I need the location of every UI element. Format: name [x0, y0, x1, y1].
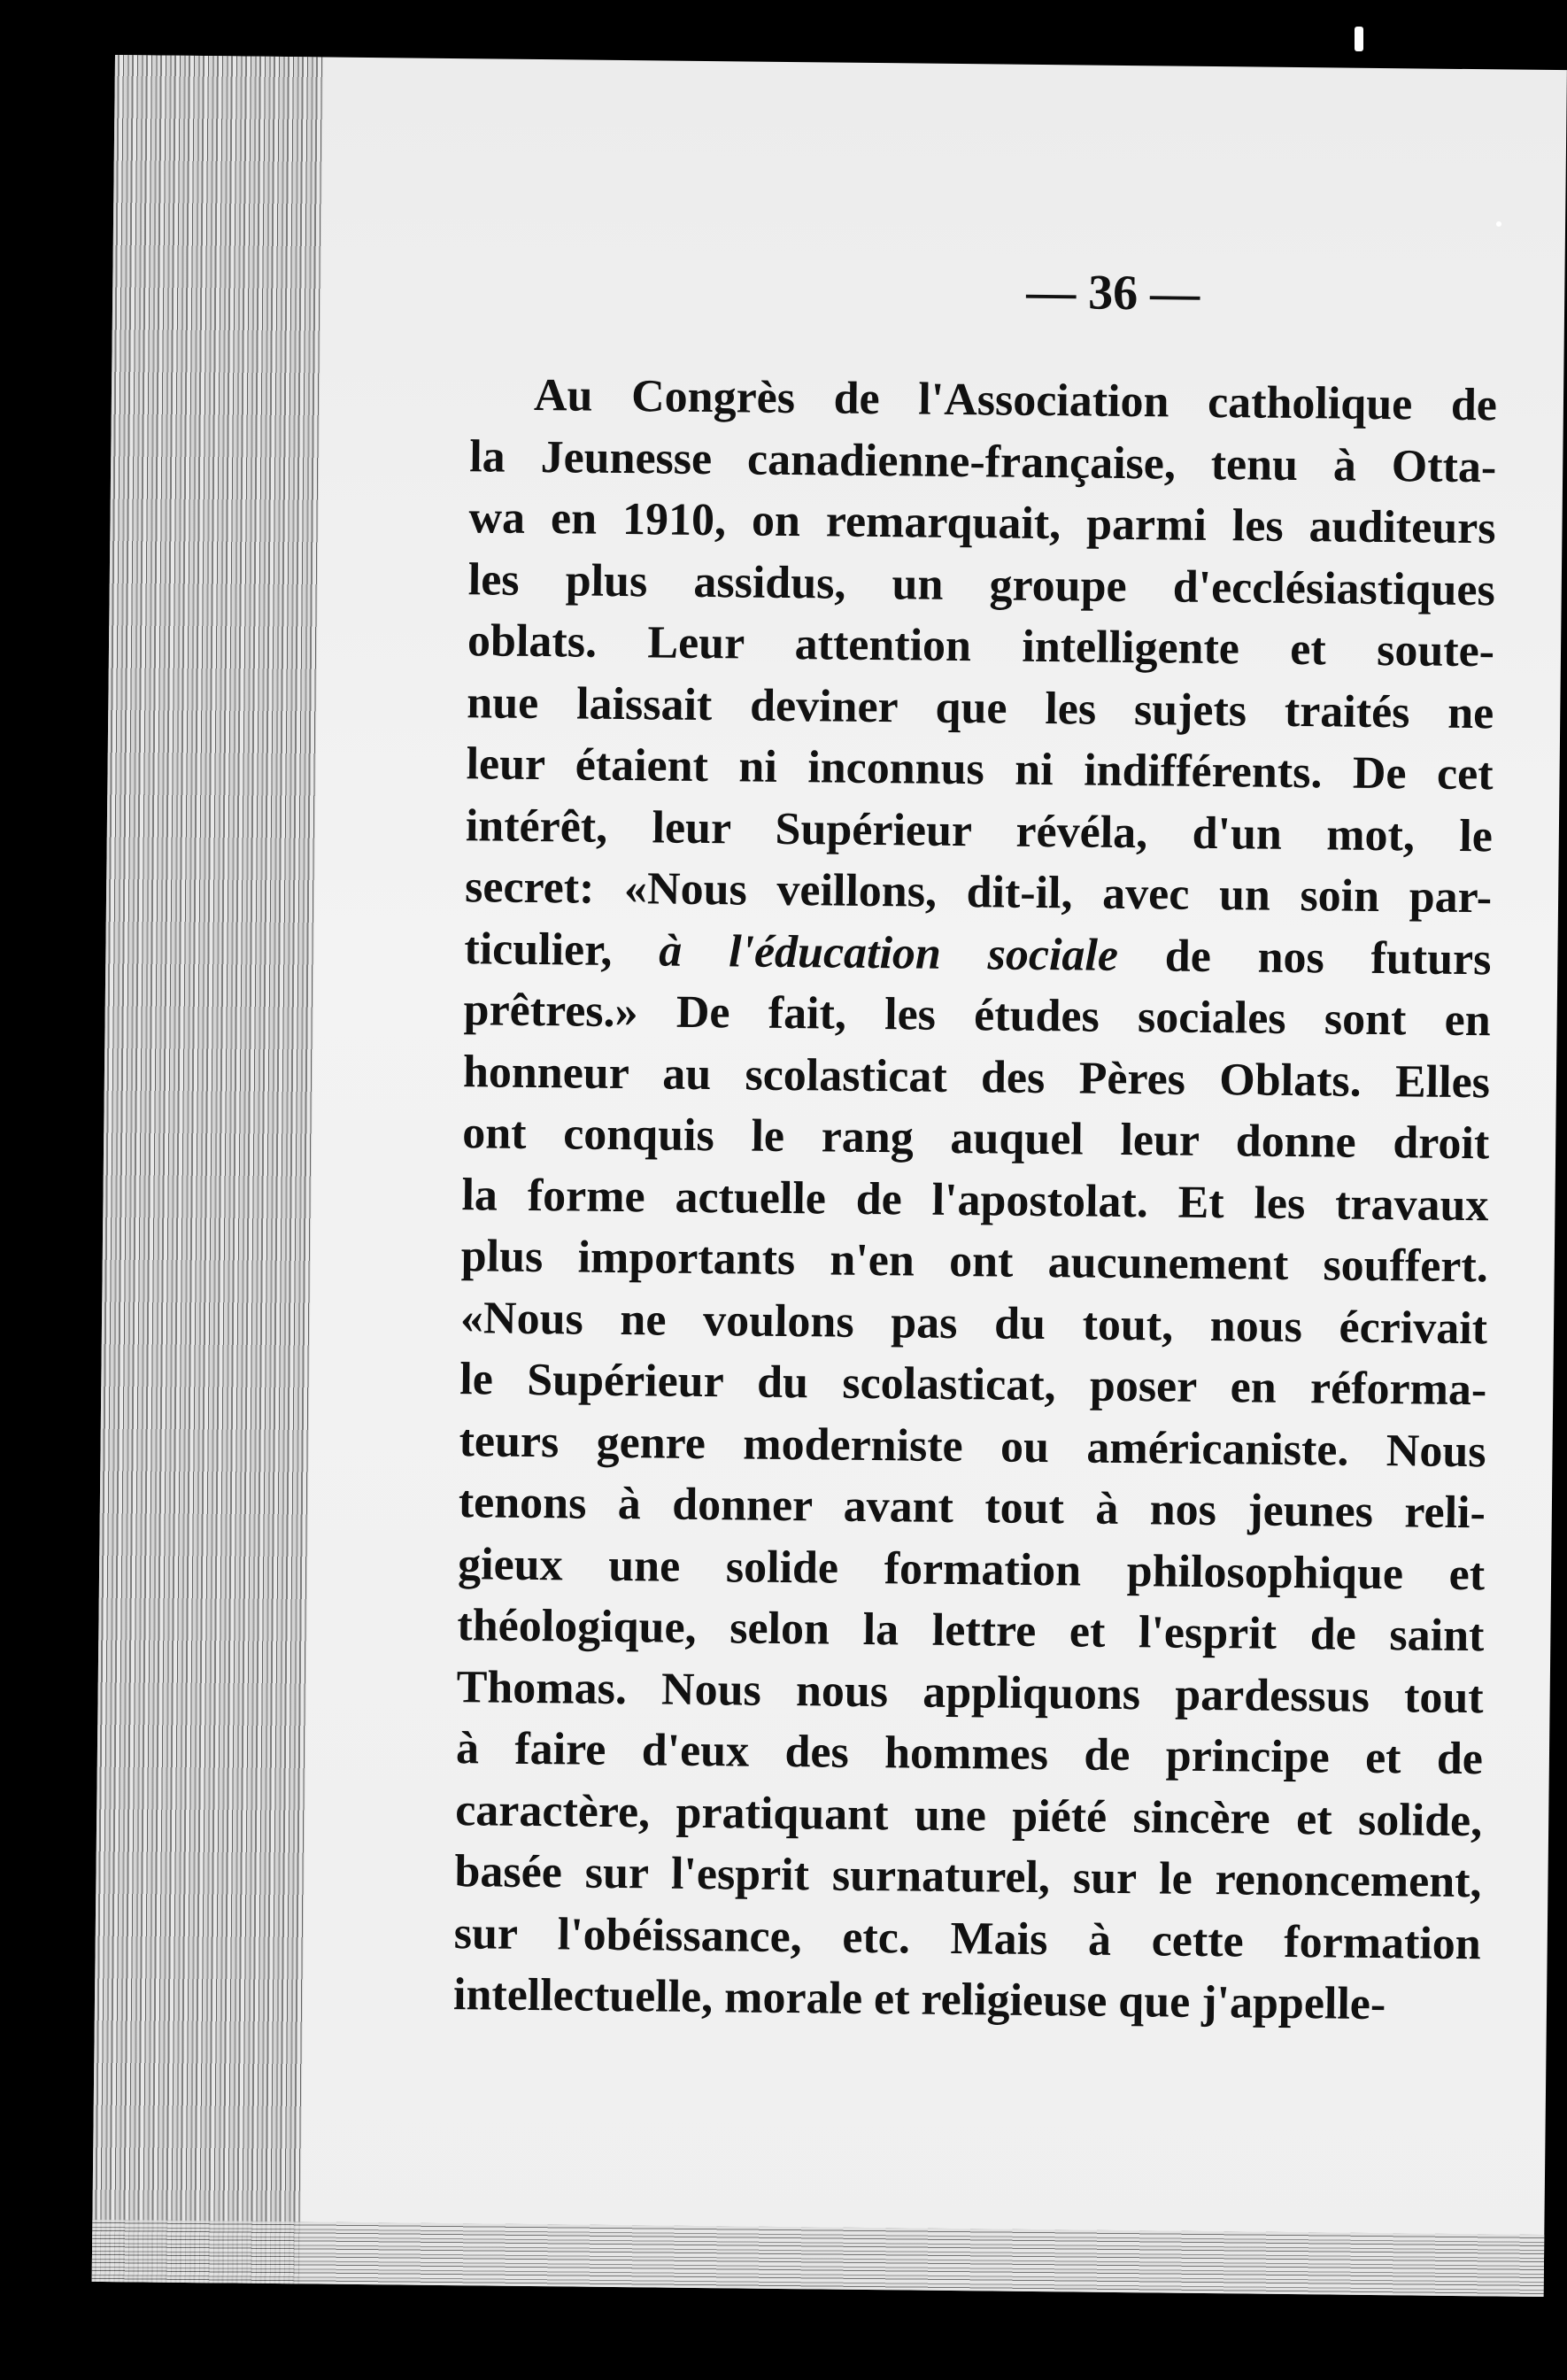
text-line: honneur au scolasticat des Pères Oblats. Elles	[462, 1046, 1491, 1108]
text-line: la Jeunesse canadienne-française, tenu à Otta-	[468, 430, 1497, 492]
line-end: de nos futurs	[1164, 930, 1492, 985]
page-edges-left	[92, 55, 323, 2283]
text-line: les plus assidus, un groupe d'ecclésiastiques	[467, 553, 1496, 615]
line-start: ticulier,	[464, 923, 613, 976]
scan-speck	[1355, 27, 1363, 51]
book-page	[92, 55, 1567, 2297]
scan-speck	[1496, 221, 1501, 227]
text-line: basée sur l'esprit surnaturel, sur le renoncement,	[454, 1846, 1482, 1908]
text-line: wa en 1910, on remarquait, parmi les auditeurs	[468, 492, 1496, 554]
text-line: ont conquis le rang auquel leur donne droit	[461, 1108, 1490, 1170]
page-number: — 36 —	[1025, 264, 1200, 321]
text-line: théologique, selon la lettre et l'esprit de saint	[457, 1600, 1485, 1662]
text-line: intellectuelle, morale et religieuse que j'appelle-	[452, 1969, 1386, 2030]
text-line: Thomas. Nous nous appliquons pardessus tout	[456, 1661, 1484, 1723]
body-paragraph	[453, 364, 1498, 2036]
text-line: teurs genre moderniste ou américaniste. Nous	[459, 1415, 1486, 1477]
text-line: «Nous ne voulons pas du tout, nous écrivait	[459, 1292, 1488, 1354]
text-line: à faire d'eux des hommes de principe et de	[455, 1723, 1484, 1785]
text-line: plus importants n'en ont aucunement souffert.	[460, 1231, 1489, 1293]
text-line: caractère, pratiquant une piété sincère et solide,	[454, 1784, 1483, 1846]
text-line: nue laissait deviner que les sujets traités ne	[467, 676, 1494, 738]
text-line: prêtres.» De fait, les études sociales sont en	[463, 985, 1491, 1047]
text-line: le Supérieur du scolasticat, poser en réforma-	[459, 1354, 1487, 1416]
text-line: oblats. Leur attention intelligente et soute-	[467, 615, 1495, 677]
text-line: la forme actuelle de l'apostolat. Et les travaux	[461, 1169, 1489, 1231]
page-edges-bottom	[92, 2220, 1545, 2297]
text-line: intérêt, leur Supérieur révéla, d'un mot, le	[465, 800, 1494, 862]
text-line: gieux une solide formation philosophique et	[457, 1538, 1486, 1600]
text-line: Au Congrès de l'Association catholique de	[533, 369, 1498, 431]
text-line: leur étaient ni inconnus ni indifférents. De cet	[466, 738, 1494, 800]
italic-phrase: à l'éducation sociale	[659, 924, 1119, 981]
text-line-with-italic	[464, 918, 1492, 991]
text-line: secret: «Nous veillons, dit-il, avec un soin par-	[464, 862, 1493, 923]
text-line: tenons à donner avant tout à nos jeunes reli-	[458, 1477, 1486, 1539]
text-line: sur l'obéissance, etc. Mais à cette formation	[453, 1907, 1482, 1969]
